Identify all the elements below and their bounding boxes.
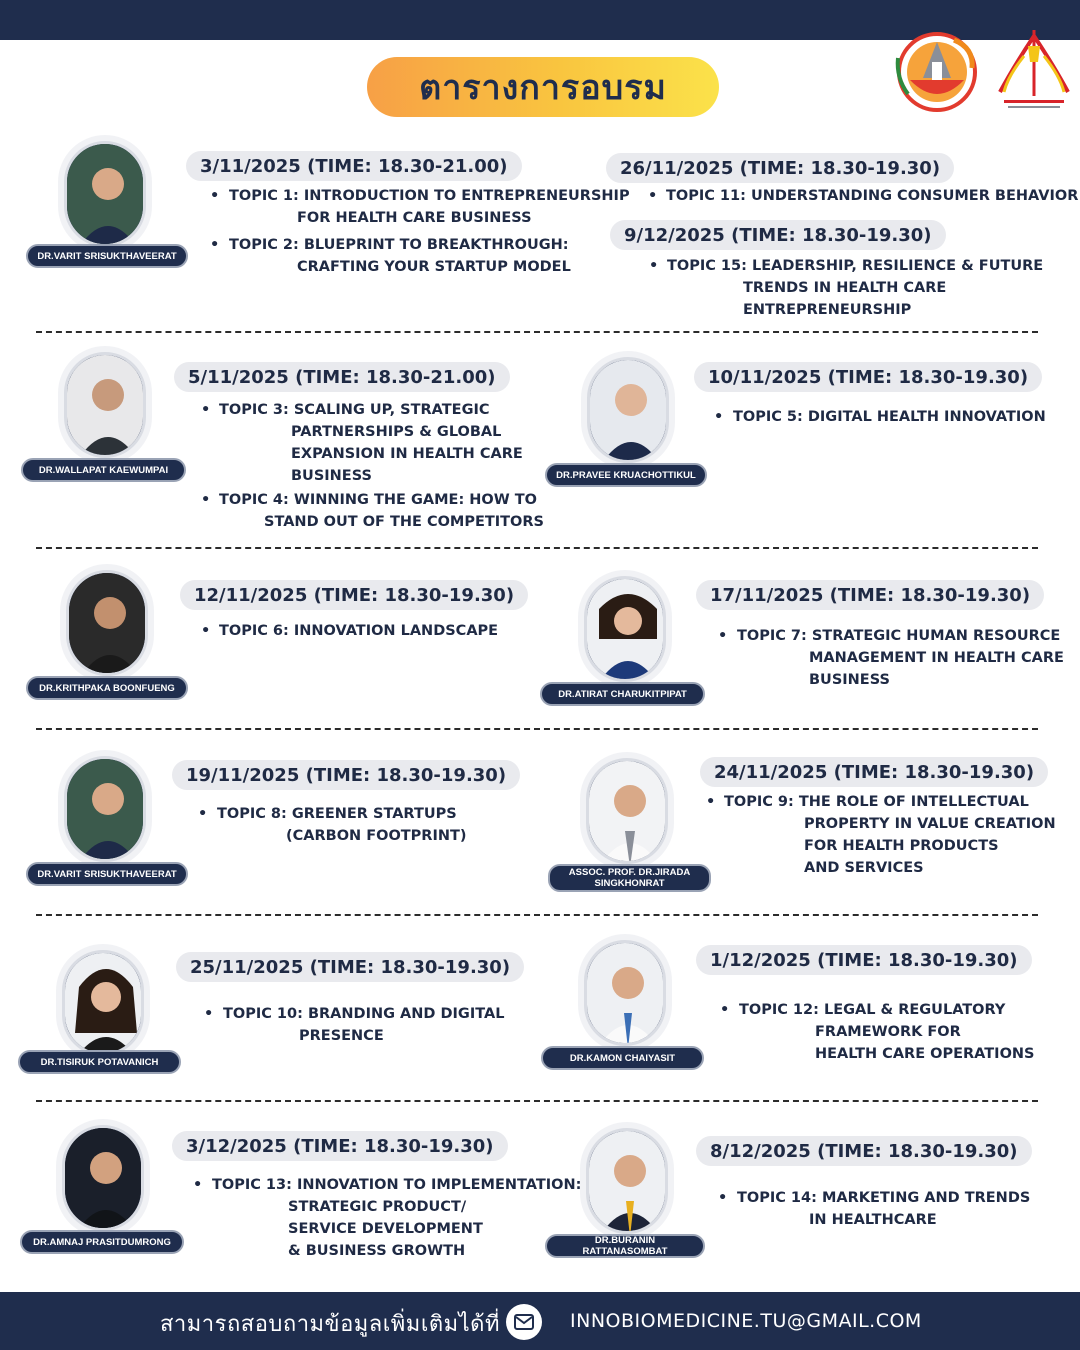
topic-item: • TOPIC 15: LEADERSHIP, RESILIENCE & FUTURE TRENDS IN HEALTH CARE ENTREPRENEURSHIP — [649, 258, 1044, 318]
section-divider — [36, 914, 1038, 916]
speaker-photo — [584, 940, 666, 1046]
speaker-name-tag: DR.KAMON CHAIYASIT — [541, 1046, 704, 1070]
institute-logo — [994, 26, 1074, 112]
topic-item: • TOPIC 10: BRANDING AND DIGITAL PRESENCE — [204, 1006, 505, 1044]
topic-item: • TOPIC 2: BLUEPRINT TO BREAKTHROUGH: CRAFTING YOUR STARTUP MODEL — [210, 237, 571, 275]
speaker-name-tag: DR.KRITHPAKA BOONFUENG — [26, 676, 188, 700]
footer-contact-text: สามารถสอบถามข้อมูลเพิ่มเติมได้ที่ — [160, 1312, 500, 1337]
speaker-name-tag: DR.VARIT SRISUKTHAVEERAT — [26, 244, 188, 268]
section-divider — [36, 728, 1038, 730]
session-date: 19/11/2025 (TIME: 18.30-19.30) — [172, 760, 520, 790]
page-title — [367, 57, 719, 117]
session-date: 12/11/2025 (TIME: 18.30-19.30) — [180, 580, 528, 610]
topic-item: • TOPIC 3: SCALING UP, STRATEGIC PARTNERSHIPS & GLOBAL EXPANSION IN HEALTH CARE BUSINESS — [201, 402, 523, 484]
session-date: 25/11/2025 (TIME: 18.30-19.30) — [176, 952, 524, 982]
topic-item: • TOPIC 1: INTRODUCTION TO ENTREPRENEURSHIP FOR HEALTH CARE BUSINESS — [210, 188, 630, 226]
session-date: 9/12/2025 (TIME: 18.30-19.30) — [610, 220, 946, 250]
session-date: 3/12/2025 (TIME: 18.30-19.30) — [172, 1131, 508, 1161]
speaker-name-tag: DR.PRAVEE KRUACHOTTIKUL — [545, 463, 707, 487]
speaker-photo — [587, 357, 669, 463]
topic-item: • TOPIC 5: DIGITAL HEALTH INNOVATION — [714, 409, 1046, 425]
speaker-photo — [66, 570, 148, 676]
topic-item: • TOPIC 14: MARKETING AND TRENDS IN HEALTHCARE — [718, 1190, 1031, 1228]
topic-item: • TOPIC 11: UNDERSTANDING CONSUMER BEHAVIOR — [648, 188, 1079, 204]
session-date: 10/11/2025 (TIME: 18.30-19.30) — [694, 362, 1042, 392]
topic-item: • TOPIC 12: LEGAL & REGULATORY FRAMEWORK FOR HEALTH CARE OPERATIONS — [720, 1002, 1035, 1062]
session-date: 8/12/2025 (TIME: 18.30-19.30) — [696, 1136, 1032, 1166]
speaker-photo — [62, 950, 144, 1056]
speaker-name-tag: DR.VARIT SRISUKTHAVEERAT — [26, 862, 188, 886]
topic-item: • TOPIC 4: WINNING THE GAME: HOW TO STAND OUT OF THE COMPETITORS — [201, 492, 544, 530]
speaker-photo — [64, 756, 146, 862]
mail-icon — [506, 1304, 542, 1340]
topic-item: • TOPIC 6: INNOVATION LANDSCAPE — [201, 623, 499, 639]
footer-email[interactable]: INNOBIOMEDICINE.TU@GMAIL.COM — [570, 1310, 922, 1332]
speaker-photo — [586, 758, 668, 864]
topic-item: • TOPIC 13: INNOVATION TO IMPLEMENTATION: STRATEGIC PRODUCT/ SERVICE DEVELOPMENT & BUSINESS GROWTH — [193, 1177, 582, 1259]
topic-item: • TOPIC 7: STRATEGIC HUMAN RESOURCE MANAGEMENT IN HEALTH CARE BUSINESS — [718, 628, 1064, 688]
section-divider — [36, 331, 1038, 333]
college-logo — [888, 28, 986, 114]
speaker-photo — [64, 352, 146, 458]
session-date: 3/11/2025 (TIME: 18.30-21.00) — [186, 151, 522, 181]
session-date: 1/12/2025 (TIME: 18.30-19.30) — [696, 945, 1032, 975]
speaker-name-tag: DR.TISIRUK POTAVANICH — [18, 1050, 181, 1074]
speaker-photo — [584, 576, 666, 682]
topic-item: • TOPIC 8: GREENER STARTUPS (CARBON FOOTPRINT) — [198, 806, 467, 844]
session-date: 17/11/2025 (TIME: 18.30-19.30) — [696, 580, 1044, 610]
speaker-photo — [586, 1128, 668, 1234]
session-date: 5/11/2025 (TIME: 18.30-21.00) — [174, 362, 510, 392]
speaker-name-tag: DR.WALLAPAT KAEWUMPAI — [21, 458, 186, 482]
speaker-name-tag: DR.BURANIN RATTANASOMBAT — [545, 1234, 705, 1258]
topic-item: • TOPIC 9: THE ROLE OF INTELLECTUAL PROPERTY IN VALUE CREATION FOR HEALTH PRODUCTS AND SERVICES — [706, 794, 1056, 876]
session-date: 26/11/2025 (TIME: 18.30-19.30) — [606, 153, 954, 183]
section-divider — [36, 547, 1038, 549]
section-divider — [36, 1100, 1038, 1102]
speaker-name-tag: ASSOC. PROF. DR.JIRADA SINGKHONRAT — [548, 864, 711, 892]
speaker-name-tag: DR.ATIRAT CHARUKITPIPAT — [540, 682, 705, 706]
session-date: 24/11/2025 (TIME: 18.30-19.30) — [700, 757, 1048, 787]
speaker-name-tag: DR.AMNAJ PRASITDUMRONG — [20, 1230, 184, 1254]
speaker-photo — [64, 141, 146, 247]
speaker-photo — [62, 1125, 144, 1231]
page-title-text: ตารางการอบรม — [419, 68, 667, 108]
